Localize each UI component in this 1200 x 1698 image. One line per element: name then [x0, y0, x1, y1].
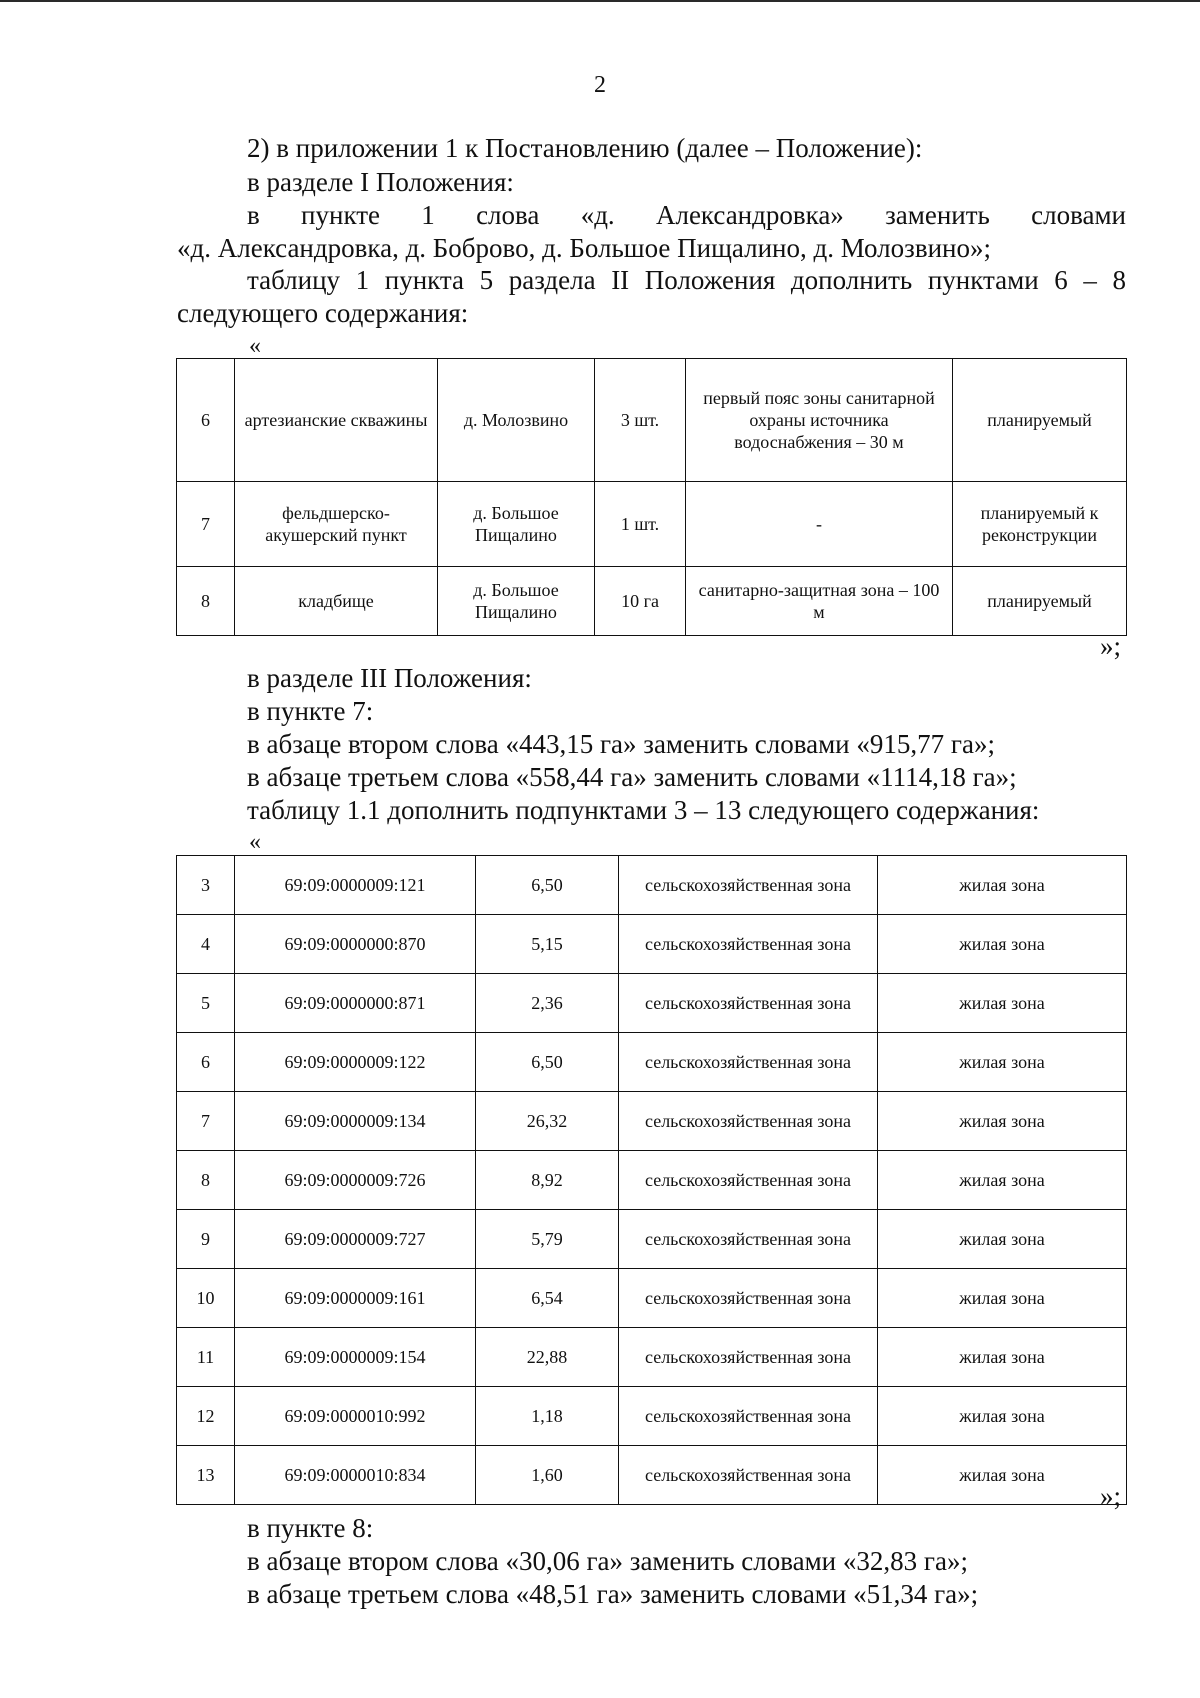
cadastral-number: 69:09:0000000:871 [235, 974, 476, 1033]
object-quantity: 1 шт. [595, 482, 686, 567]
object-status: планируемый к реконструкции [953, 482, 1127, 567]
cadastral-number: 69:09:0000009:154 [235, 1328, 476, 1387]
row-number: 4 [177, 915, 235, 974]
new-zone: жилая зона [878, 974, 1127, 1033]
table-row [177, 1387, 1127, 1446]
paragraph-point-1-line1: в пункте 1 слова «д. Александровка» заменить словами [247, 200, 1126, 230]
object-status: планируемый [953, 567, 1127, 636]
object-name: фельдшерско-акушерский пункт [235, 482, 438, 567]
new-zone: жилая зона [878, 1446, 1127, 1505]
new-zone: жилая зона [878, 1210, 1127, 1269]
current-zone: сельскохозяйственная зона [619, 974, 878, 1033]
plot-area: 6,50 [476, 856, 619, 915]
object-name: кладбище [235, 567, 438, 636]
table-row [177, 1446, 1127, 1505]
table-row [177, 1033, 1127, 1092]
table-row [177, 359, 1127, 482]
plot-area: 1,60 [476, 1446, 619, 1505]
new-zone: жилая зона [878, 1328, 1127, 1387]
plot-area: 26,32 [476, 1092, 619, 1151]
plot-area: 8,92 [476, 1151, 619, 1210]
objects-table [176, 358, 1127, 636]
paragraph-point-8-second: в абзаце втором слова «30,06 га» заменить словами «32,83 га»; [247, 1546, 968, 1576]
current-zone: сельскохозяйственная зона [619, 1328, 878, 1387]
paragraph-point-7-third: в абзаце третьем слова «558,44 га» заменить словами «1114,18 га»; [247, 762, 1017, 792]
current-zone: сельскохозяйственная зона [619, 1092, 878, 1151]
new-zone: жилая зона [878, 856, 1127, 915]
row-number: 8 [177, 1151, 235, 1210]
cadastral-number: 69:09:0000010:834 [235, 1446, 476, 1505]
close-quote-2: »; [1100, 1481, 1122, 1511]
paragraph-point-8-third: в абзаце третьем слова «48,51 га» заменить словами «51,34 га»; [247, 1579, 979, 1609]
row-number: 10 [177, 1269, 235, 1328]
paragraph-section-3: в разделе III Положения: [247, 663, 532, 693]
close-quote-1: »; [1100, 631, 1122, 661]
current-zone: сельскохозяйственная зона [619, 1387, 878, 1446]
object-location: д. Большое Пищалино [438, 567, 595, 636]
plot-area: 2,36 [476, 974, 619, 1033]
row-number: 6 [177, 359, 235, 482]
paragraph-table1-line1: таблицу 1 пункта 5 раздела II Положения дополнить пунктами 6 – 8 [247, 265, 1126, 295]
row-number: 7 [177, 482, 235, 567]
object-status: планируемый [953, 359, 1127, 482]
open-quote-1: « [249, 333, 261, 359]
table-row [177, 856, 1127, 915]
table-row [177, 567, 1127, 636]
page-number: 2 [594, 72, 606, 98]
table-row [177, 1210, 1127, 1269]
new-zone: жилая зона [878, 1092, 1127, 1151]
table-row [177, 482, 1127, 567]
cadastral-number: 69:09:0000009:122 [235, 1033, 476, 1092]
table-row [177, 1328, 1127, 1387]
cadastral-number: 69:09:0000010:992 [235, 1387, 476, 1446]
cadastral-number: 69:09:0000009:161 [235, 1269, 476, 1328]
land-plots-table [176, 855, 1127, 1505]
object-location: д. Большое Пищалино [438, 482, 595, 567]
current-zone: сельскохозяйственная зона [619, 1210, 878, 1269]
table-row [177, 915, 1127, 974]
plot-area: 1,18 [476, 1387, 619, 1446]
new-zone: жилая зона [878, 1033, 1127, 1092]
object-location: д. Молозвино [438, 359, 595, 482]
current-zone: сельскохозяйственная зона [619, 856, 878, 915]
row-number: 11 [177, 1328, 235, 1387]
paragraph-point-7-second: в абзаце втором слова «443,15 га» заменить словами «915,77 га»; [247, 729, 995, 759]
paragraph-point-1-line2: «д. Александровка, д. Боброво, д. Большое Пищалино, д. Молозвино»; [177, 233, 991, 263]
scan-edge-line [0, 0, 1200, 2]
row-number: 7 [177, 1092, 235, 1151]
plot-area: 5,79 [476, 1210, 619, 1269]
row-number: 12 [177, 1387, 235, 1446]
row-number: 8 [177, 567, 235, 636]
object-quantity: 10 га [595, 567, 686, 636]
row-number: 5 [177, 974, 235, 1033]
paragraph-table11-intro: таблицу 1.1 дополнить подпунктами 3 – 13 следующего содержания: [247, 795, 1040, 825]
row-number: 13 [177, 1446, 235, 1505]
new-zone: жилая зона [878, 915, 1127, 974]
new-zone: жилая зона [878, 1387, 1127, 1446]
current-zone: сельскохозяйственная зона [619, 1033, 878, 1092]
object-quantity: 3 шт. [595, 359, 686, 482]
object-zone: первый пояс зоны санитарной охраны источника водоснабжения – 30 м [686, 359, 953, 482]
object-name: артезианские скважины [235, 359, 438, 482]
table-row [177, 1269, 1127, 1328]
plot-area: 6,54 [476, 1269, 619, 1328]
new-zone: жилая зона [878, 1151, 1127, 1210]
current-zone: сельскохозяйственная зона [619, 1446, 878, 1505]
current-zone: сельскохозяйственная зона [619, 915, 878, 974]
row-number: 9 [177, 1210, 235, 1269]
cadastral-number: 69:09:0000009:121 [235, 856, 476, 915]
current-zone: сельскохозяйственная зона [619, 1269, 878, 1328]
row-number: 6 [177, 1033, 235, 1092]
paragraph-table1-line2: следующего содержания: [177, 298, 469, 328]
plot-area: 5,15 [476, 915, 619, 974]
table-row [177, 1151, 1127, 1210]
current-zone: сельскохозяйственная зона [619, 1151, 878, 1210]
plot-area: 22,88 [476, 1328, 619, 1387]
plot-area: 6,50 [476, 1033, 619, 1092]
paragraph-point-7: в пункте 7: [247, 696, 374, 726]
object-zone: санитарно-защитная зона – 100 м [686, 567, 953, 636]
open-quote-2: « [249, 829, 261, 855]
cadastral-number: 69:09:0000000:870 [235, 915, 476, 974]
cadastral-number: 69:09:0000009:134 [235, 1092, 476, 1151]
cadastral-number: 69:09:0000009:727 [235, 1210, 476, 1269]
row-number: 3 [177, 856, 235, 915]
object-zone: - [686, 482, 953, 567]
table-row [177, 974, 1127, 1033]
paragraph-section-1: в разделе I Положения: [247, 167, 514, 197]
new-zone: жилая зона [878, 1269, 1127, 1328]
paragraph-point-8: в пункте 8: [247, 1513, 374, 1543]
paragraph-amendment-intro: 2) в приложении 1 к Постановлению (далее – Положение): [247, 133, 923, 163]
table-row [177, 1092, 1127, 1151]
cadastral-number: 69:09:0000009:726 [235, 1151, 476, 1210]
